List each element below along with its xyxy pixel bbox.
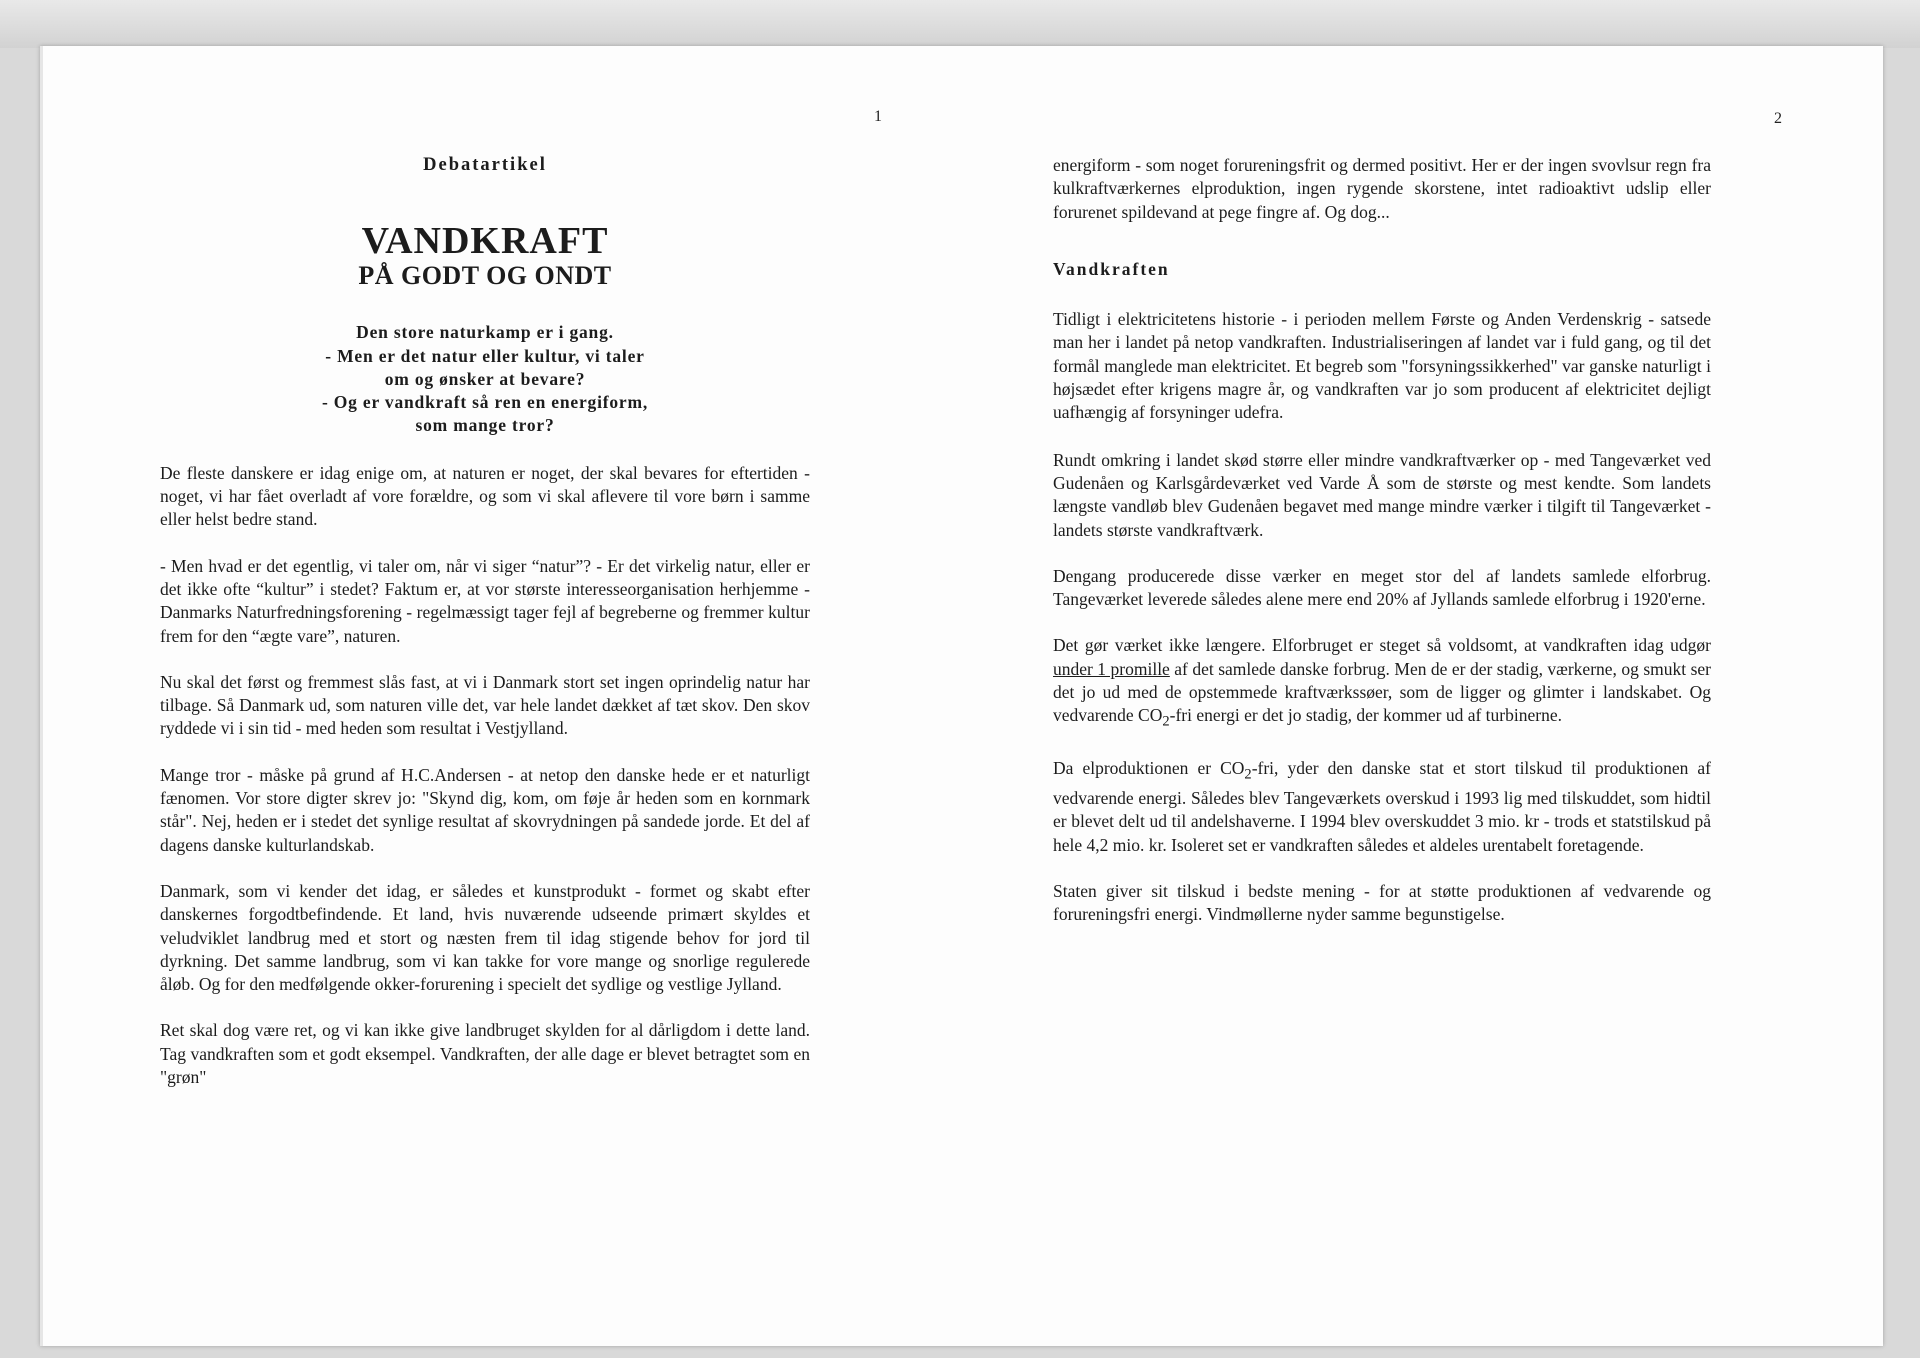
right-page-column — [1053, 154, 1711, 949]
subscript: 2 — [1162, 713, 1170, 730]
text-run: -fri energi er det jo stadig, der kommer ud af turbinerne. — [1169, 705, 1562, 726]
article-kicker: Debatartikel — [423, 155, 547, 175]
body-paragraph: Ret skal dog være ret, og vi kan ikke give landbruget skylden for al dårligdom i dette land. Tag vandkraften som et godt eksempel. Vandkraften, der alle dage er blevet betragtet som en "grøn" — [160, 1020, 810, 1088]
page-number-right: 2 — [1774, 110, 1782, 127]
left-page-column — [160, 154, 810, 1112]
text-run: -fri, yder den danske stat et stort tilskud til produktionen af vedvarende energi. Således blev Tangeværkets overskud i 1993 lig med tilskuddet, som hidtil er blevet delt ud til andelshaverne. I 1994 blev overskuddet 3 mio. kr - trods et statstilskud på hele 4,2 mio. kr. Isoleret set er vandkraften således et aldeles urentabelt foretagende. — [1053, 758, 1711, 855]
text-run: Det gør værket ikke længere. Elforbruget er steget så voldsomt, at vandkraften idag udgør — [1053, 635, 1711, 656]
body-paragraph: - Men hvad er det egentlig, vi taler om, når vi siger “natur”? - Er det virkelig natur, eller er det ikke ofte “kultur” i stedet? Faktum er, at vor største interesseorganisation herhjemme - Danmarks Naturfredningsforening - regelmæssigt tager fejl af begreberne og fremmer kultur frem for den “ægte vare”, naturen. — [160, 555, 810, 646]
text-run: Da elproduktionen er CO — [1053, 758, 1245, 779]
lead-line: Den store naturkamp er i gang. — [356, 322, 614, 343]
body-paragraph: Staten giver sit tilskud i bedste mening - for at støtte produktionen af vedvarende og forureningsfri energi. Vindmøllerne nyder samme begunstigelse. — [1053, 880, 1711, 925]
underlined-text: under 1 promille — [1053, 658, 1170, 679]
continuation-paragraph: energiform - som noget forureningsfrit og dermed positivt. Her er der ingen svovlsur regn fra kulkraftværkernes elproduktion, ingen rygende skorstene, intet radioaktivt udslip eller forurenet spildevand at pege fingre af. Og dog... — [1053, 155, 1711, 222]
lead-line: som mange tror? — [415, 415, 555, 436]
body-paragraph — [1053, 757, 1711, 857]
body-paragraph: Dengang producerede disse værker en meget stor del af landets samlede elforbrug. Tangeværket leverede således alene mere end 20% af Jyllands samlede elforbrug i 1920'erne. — [1053, 565, 1711, 610]
lead-line: om og ønsker at bevare? — [384, 368, 586, 389]
body-paragraph: Mange tror - måske på grund af H.C.Andersen - at netop den danske hede er et naturligt fænomen. Vor store digter skrev jo: "Skynd dig, kom, om føje år heden som en kornmark står". Nej, heden er i stedet det synlige resultat af skovrydningen på sandede jorde. Et del af dagens danske kulturlandskab. — [160, 764, 810, 855]
article-lead — [160, 321, 810, 437]
text-run: af det samlede danske forbrug. Men de er der stadig, værkerne, og smukt ser det jo ud med de opstemmede kraftværkssøer, som de ligger og glimter i landskabet. Og vedvarende CO — [1053, 658, 1712, 726]
page-number-left: 1 — [874, 108, 882, 125]
body-paragraph: Nu skal det først og fremmest slås fast, at vi i Danmark stort set ingen oprindelig natur har tilbage. Så Danmark ud, som naturen ville det, var hele landet dækket af tæt skov. Den skov ryddede vi i sin tid - med heden som resultat i Vestjylland. — [160, 671, 810, 739]
article-headline: VANDKRAFT — [361, 220, 609, 263]
document-spread — [40, 46, 1883, 1346]
lead-line: - Og er vandkraft så ren en energiform, — [321, 392, 649, 413]
body-paragraph: Tidligt i elektricitetens historie - i perioden mellem Første og Anden Verdenskrig - satsede man her i landet på netop vandkraften. Industrialiseringen af landet var i fuld gang, og til det formål manglede man elektricitet. Et begreb som "forsyningssikkerhed" var ganske naturligt i højsædet efter krigens magre år, og vandkraften var jo som producent af elektricitet dejligt uafhængig af forsyninger udefra. — [1053, 309, 1711, 423]
sleeve-top-edge — [0, 0, 1920, 48]
section-heading: Vandkraften — [1053, 258, 1170, 279]
article-subheadline: PÅ GODT OG ONDT — [358, 261, 612, 291]
body-paragraph: De fleste danskere er idag enige om, at naturen er noget, der skal bevares for eftertiden - noget, vi har fået overladt af vore forældre, og som vi skal aflevere til vore børn i samme eller helst bedre stand. — [160, 462, 810, 530]
body-paragraph: Danmark, som vi kender det idag, er således et kunstprodukt - formet og skabt efter danskernes forgodtbefindende. Et land, hvis nuværende udseende primært skyldes et veludviklet landbrug med et stort og næsten frem til idag stigende behov for jord til dyrkning. Det samme landbrug, som vi kan takke for vore mange og snorlige regulerede åløb. Og for den medfølgende okker-forurening i specielt det sydlige og vestlige Jylland. — [160, 880, 810, 995]
subscript: 2 — [1244, 766, 1252, 783]
lead-line: - Men er det natur eller kultur, vi taler — [325, 345, 645, 366]
body-paragraph — [1053, 634, 1711, 734]
body-paragraph: Rundt omkring i landet skød større eller mindre vandkraftværker op - med Tangeværket ved Gudenåen og Karlsgårdeværket ved Varde Å som de største og mest kendte. Som landets længste vandløb blev Gudenåen begavet med mange mindre værker i tilgift til Tangeværket - landets største vandkraftværk. — [1053, 449, 1711, 540]
